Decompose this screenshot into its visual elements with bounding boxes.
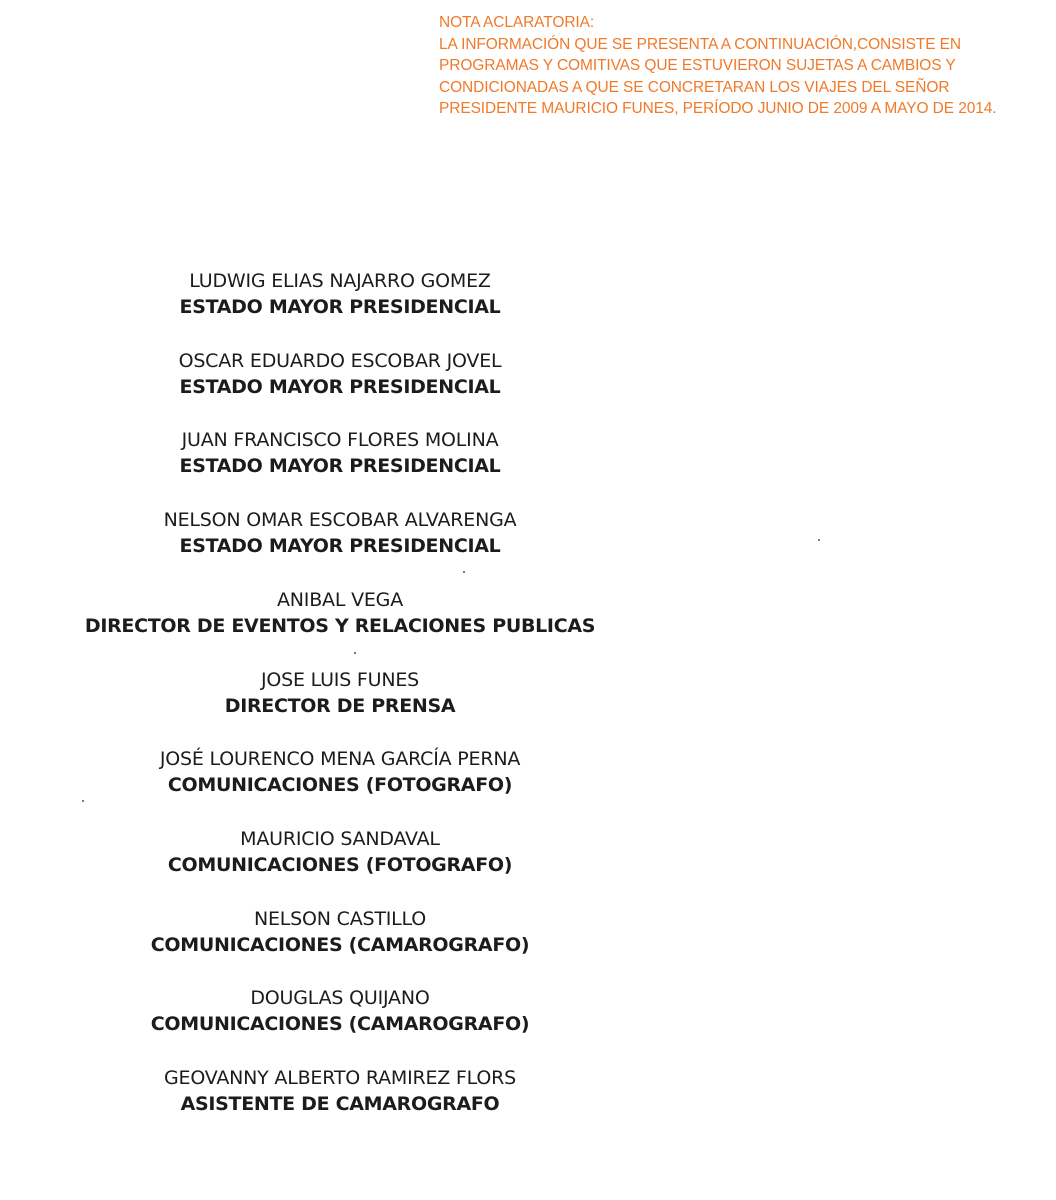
member-name: GEOVANNY ALBERTO RAMIREZ FLORS: [164, 1067, 516, 1089]
delegation-entry: [0, 268, 680, 320]
scan-speck: [354, 652, 356, 654]
delegation-entry: [0, 746, 680, 798]
member-role: COMUNICACIONES (FOTOGRAFO): [167, 854, 513, 876]
delegation-entry: [0, 667, 680, 719]
note-line: CONDICIONADAS A QUE SE CONCRETARAN LOS VIAJES DEL SEÑOR: [439, 78, 950, 96]
note-line: LA INFORMACIÓN QUE SE PRESENTA A CONTINUACIÓN,CONSISTE EN: [439, 35, 961, 53]
scan-speck: [463, 571, 465, 573]
note-heading: NOTA ACLARATORIA:: [439, 14, 595, 31]
delegation-entry: [0, 427, 680, 479]
member-role: ESTADO MAYOR PRESIDENCIAL: [179, 296, 501, 318]
scan-speck: [82, 800, 84, 802]
member-name: JUAN FRANCISCO FLORES MOLINA: [181, 429, 499, 451]
member-name: NELSON OMAR ESCOBAR ALVARENGA: [163, 509, 517, 531]
member-name: JOSÉ LOURENCO MENA GARCÍA PERNA: [159, 748, 521, 770]
note-line: PROGRAMAS Y COMITIVAS QUE ESTUVIERON SUJETAS A CAMBIOS Y: [439, 57, 956, 74]
member-name: ANIBAL VEGA: [277, 589, 403, 611]
clarification-note: [439, 12, 1039, 120]
member-role: COMUNICACIONES (FOTOGRAFO): [167, 774, 513, 796]
member-role: ESTADO MAYOR PRESIDENCIAL: [179, 376, 501, 398]
delegation-entry: [0, 1065, 680, 1117]
scan-speck: [818, 539, 820, 541]
delegation-entry: [0, 348, 680, 400]
delegation-entry: [0, 826, 680, 878]
member-role: ASISTENTE DE CAMAROGRAFO: [180, 1093, 500, 1115]
member-role: DIRECTOR DE EVENTOS Y RELACIONES PUBLICAS: [84, 615, 596, 637]
member-name: DOUGLAS QUIJANO: [250, 987, 430, 1009]
member-name: LUDWIG ELIAS NAJARRO GOMEZ: [189, 270, 491, 292]
delegation-entry: [0, 906, 680, 958]
member-role: ESTADO MAYOR PRESIDENCIAL: [179, 535, 501, 557]
member-name: MAURICIO SANDAVAL: [240, 828, 440, 850]
delegation-entry: [0, 985, 680, 1037]
member-name: JOSE LUIS FUNES: [260, 669, 420, 691]
member-role: ESTADO MAYOR PRESIDENCIAL: [179, 455, 501, 477]
member-role: DIRECTOR DE PRENSA: [224, 695, 456, 717]
note-line: PRESIDENTE MAURICIO FUNES, PERÍODO JUNIO DE 2009 A MAYO DE 2014.: [439, 100, 997, 117]
member-name: OSCAR EDUARDO ESCOBAR JOVEL: [178, 350, 502, 372]
member-role: COMUNICACIONES (CAMAROGRAFO): [150, 934, 530, 956]
delegation-entry: [0, 587, 680, 639]
member-name: NELSON CASTILLO: [253, 908, 427, 930]
delegation-entry: [0, 507, 680, 559]
member-role: COMUNICACIONES (CAMAROGRAFO): [150, 1013, 530, 1035]
